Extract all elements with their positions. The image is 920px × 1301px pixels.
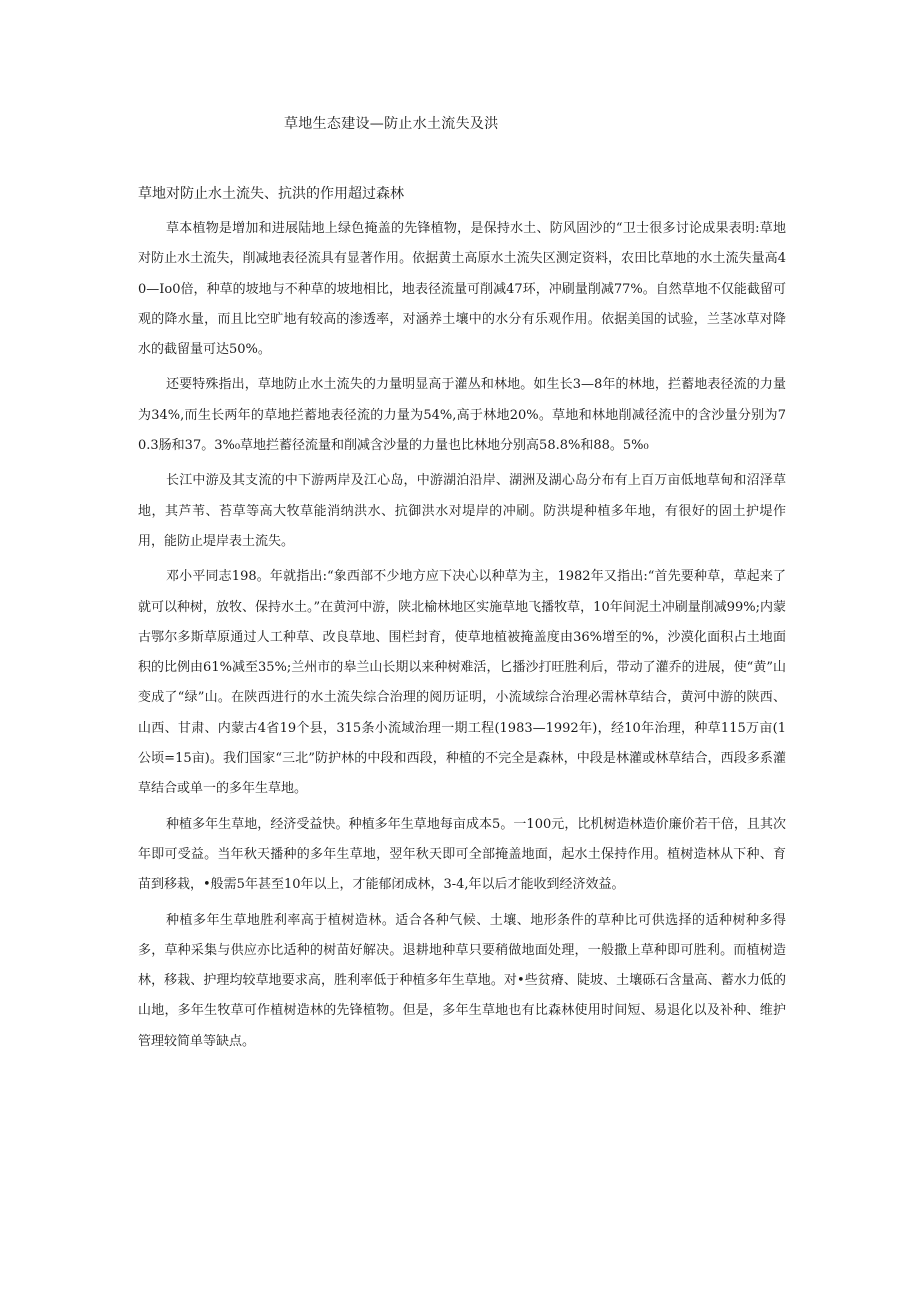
paragraph: 长江中游及其支流的中下游两岸及江心岛，中游湖泊沿岸、湖洲及湖心岛分布有上百万亩低地草甸和沼泽草地，其芦苇、苔草等高大牧草能消纳洪水、抗御洪水对堤岸的冲刷。防洪堤种植多年地，有很好的固土护堤作用，能防止堤岸表土流失。 xyxy=(138,473,786,549)
paragraph: 种植多年生草地胜利率高于植树造林。适合各种气候、土壤、地形条件的草种比可供选择的适种树种多得多，草种采集与供应亦比适种的树苗好解决。退耕地种草只要稍做地面处理，一般撒上草种即可胜利。而植树造林，移栽、护理均较草地要求高，胜利率低于种植多年生草地。对•些贫瘠、陡坡、土壤砾石含量高、蓄水力低的山地，多年生牧草可作植树造林的先锋植物。但是，多年生草地也有比森林使用时间短、易退化以及补种、维护管理较简单等缺点。 xyxy=(138,912,786,1049)
paragraph: 种植多年生草地，经济受益快。种植多年生草地每亩成本5。一100元，比机树造林造价廉价若干倍，且其次年即可受益。当年秋天播种的多年生草地，翌年秋天即可全部掩盖地面，起水土保持作用。植树造林从下种、育苗到移栽，•般需5年甚至10年以上，才能郁闭成林，3-4,年以后才能收到经济效益。 xyxy=(138,816,786,893)
paragraph: 草本植物是增加和进展陆地上绿色掩盖的先锋植物，是保持水土、防风固沙的“卫士很多讨论成果表明:草地对防止水土流失，削减地表径流具有显著作用。依据黄土高原水土流失区测定资料，农田比草地的水土流失量高40—Io0倍，种草的坡地与不种草的坡地相比，地表径流量可削减47环，冲刷量削减77%。自然草地不仅能截留可观的降水量，而且比空旷地有较高的渗透率，对涵养土壤中的水分有乐观作用。依据美国的试验，兰茎冰草对降水的截留量可达50%。 xyxy=(138,221,786,358)
paragraph: 还要特殊指出，草地防止水土流失的力量明显高于灌丛和林地。如生长3—8年的林地，拦蓄地表径流的力量为34%,而生长两年的草地拦蓄地表径流的力量为54%,高于林地20%。草地和林地削减径流中的含沙量分别为70.3肠和37。3%₀草地拦蓄径流量和削减含沙量的力量也比林地分别高58.8%和88。5%₀ xyxy=(138,377,786,454)
document-title: 草地生态建设—防止水土流失及洪 xyxy=(284,116,499,132)
document-body xyxy=(138,214,786,1062)
section-heading: 草地对防止水土流失、抗洪的作用超过森林 xyxy=(138,186,404,202)
paragraph: 邓小平同志198。年就指出:“象西部不少地方应下决心以种草为主，1982年又指出:“首先要种草，草起来了就可以种树，放牧、保持水土。”在黄河中游，陕北榆林地区实施草地飞播牧草，10年间泥土冲刷量削减99%;内蒙古鄂尔多斯草原通过人工种草、改良草地、围栏封育，使草地植被掩盖度由36%增至的%，沙漠化面积占土地面积的比例由61%减至35%;兰州市的皋兰山长期以来种树难活，匕播沙打旺胜利后，带动了灌乔的进展，使“黄”山变成了“绿”山。在陕西进行的水土流失综合治理的阅历证明，小流域综合治理必需林草结合，黄河中游的陕西、山西、甘肃、内蒙古4省19个县，315条小流域治理一期工程(1983—1992年)，经10年治理，种草115万亩(1公顷=15亩)。我们国家“三北”防护林的中段和西段，种植的不完全是森林，中段是林灌或林草结合，西段多系灌草结合或单一的多年生草地。 xyxy=(138,569,786,797)
